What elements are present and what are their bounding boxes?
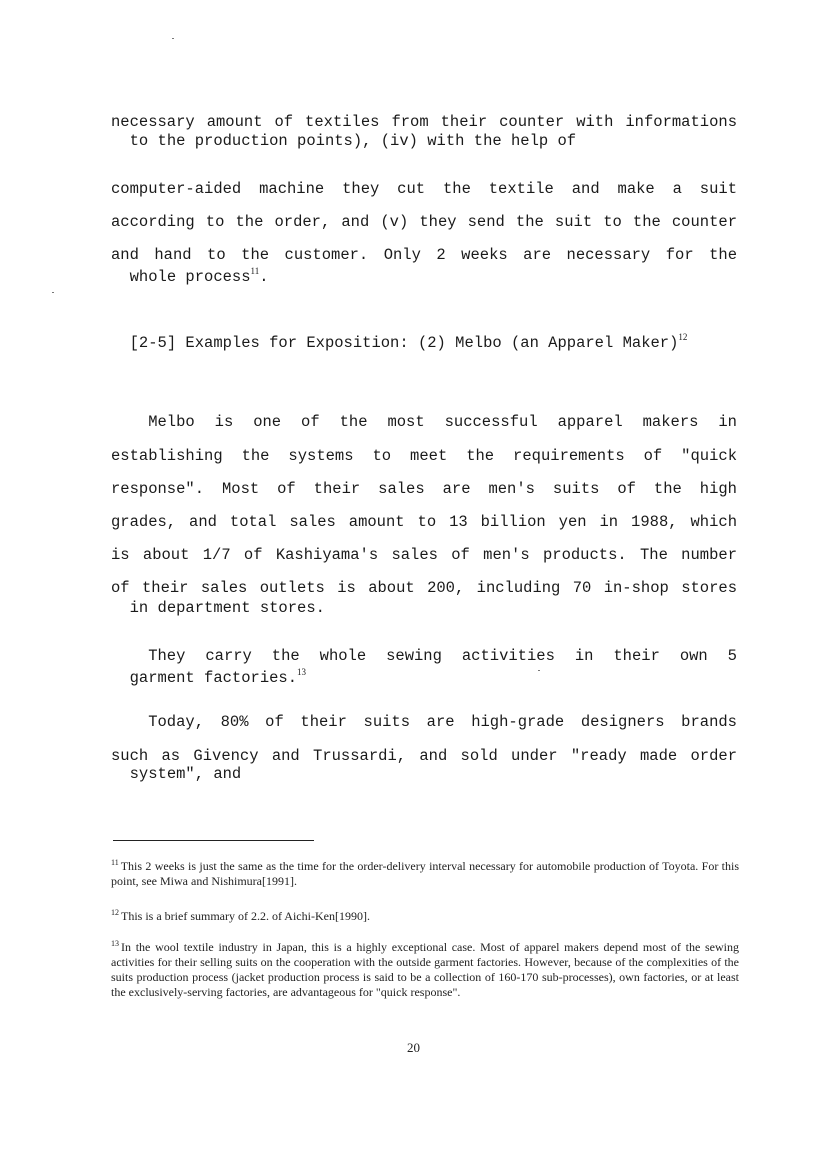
body-line-text: such as Givency and Trussardi, and sold under "ready made order xyxy=(111,747,737,765)
body-line-text: response". Most of their sales are men's suits of the high xyxy=(111,480,737,498)
body-line-text: in department stores. xyxy=(129,598,325,617)
body-line-text: whole process xyxy=(129,267,251,286)
body-line xyxy=(111,251,269,285)
body-line-text: according to the order, and (v) they send the suit to the counter xyxy=(111,213,737,231)
body-line-text: necessary amount of textiles from their counter with informations xyxy=(111,113,737,131)
footnote-ref: 11 xyxy=(250,265,260,276)
section-heading-text: [2-5] Examples for Exposition: (2) Melbo (an Apparel Maker) xyxy=(129,333,679,352)
footnote xyxy=(111,936,739,1000)
body-line-text: Today, 80% of their suits are high-grade designers brands xyxy=(148,713,737,731)
body-line-text: to the production points), (iv) with the help of xyxy=(129,131,577,150)
body-line-text: garment factories. xyxy=(129,668,298,687)
footnote-number: 11 xyxy=(111,858,119,867)
body-line xyxy=(111,118,576,149)
section-heading xyxy=(111,317,687,351)
body-line-text: grades, and total sales amount to 13 billion yen in 1988, which xyxy=(111,513,737,531)
footnote-text: This is a brief summary of 2.2. of Aichi-Ken[1990]. xyxy=(121,909,370,923)
body-line-text: They carry the whole sewing activities in their own 5 xyxy=(148,647,737,665)
body-line xyxy=(111,751,241,782)
footnote-ref: 13 xyxy=(297,666,307,677)
body-line xyxy=(111,652,306,686)
body-line-end: . xyxy=(259,267,269,286)
scan-speck xyxy=(52,292,54,293)
footnote-rule xyxy=(113,840,314,841)
body-line xyxy=(111,585,325,616)
page-number: 20 xyxy=(407,1040,420,1055)
footnote-number: 12 xyxy=(111,908,119,917)
footnote-ref: 12 xyxy=(678,331,688,342)
footnote xyxy=(111,905,739,924)
footnote-text: In the wool textile industry in Japan, this is a highly exceptional case. Most of apparel makers depend most of the sewing activities for their selling suits on the cooperation with the outside garment factories. However, because of the complexities of the suits production process (jacket production process is said to be a collection of 160-170 sub-processes), own factories, or at least the exclusively-serving factories, are advantageous for "quick response". xyxy=(111,940,739,999)
scan-speck xyxy=(172,38,174,39)
body-line-text: computer-aided machine they cut the textile and make a suit xyxy=(111,180,737,198)
body-line-text: is about 1/7 of Kashiyama's sales of men's products. The number xyxy=(111,546,737,564)
body-line-text: establishing the systems to meet the requirements of "quick xyxy=(111,447,737,465)
body-line-text: and hand to the customer. Only 2 weeks are necessary for the xyxy=(111,246,737,264)
footnote-text: This 2 weeks is just the same as the time for the order-delivery interval necessary for automobile production of Toyota. For this point, see Miwa and Nishimura[1991]. xyxy=(111,859,739,888)
footnote xyxy=(111,855,739,889)
footnote-number: 13 xyxy=(111,939,119,948)
body-line-text: Melbo is one of the most successful apparel makers in xyxy=(148,413,737,431)
body-line-text: of their sales outlets is about 200, including 70 in-shop stores xyxy=(111,579,737,597)
body-line-text: system", and xyxy=(129,764,242,783)
